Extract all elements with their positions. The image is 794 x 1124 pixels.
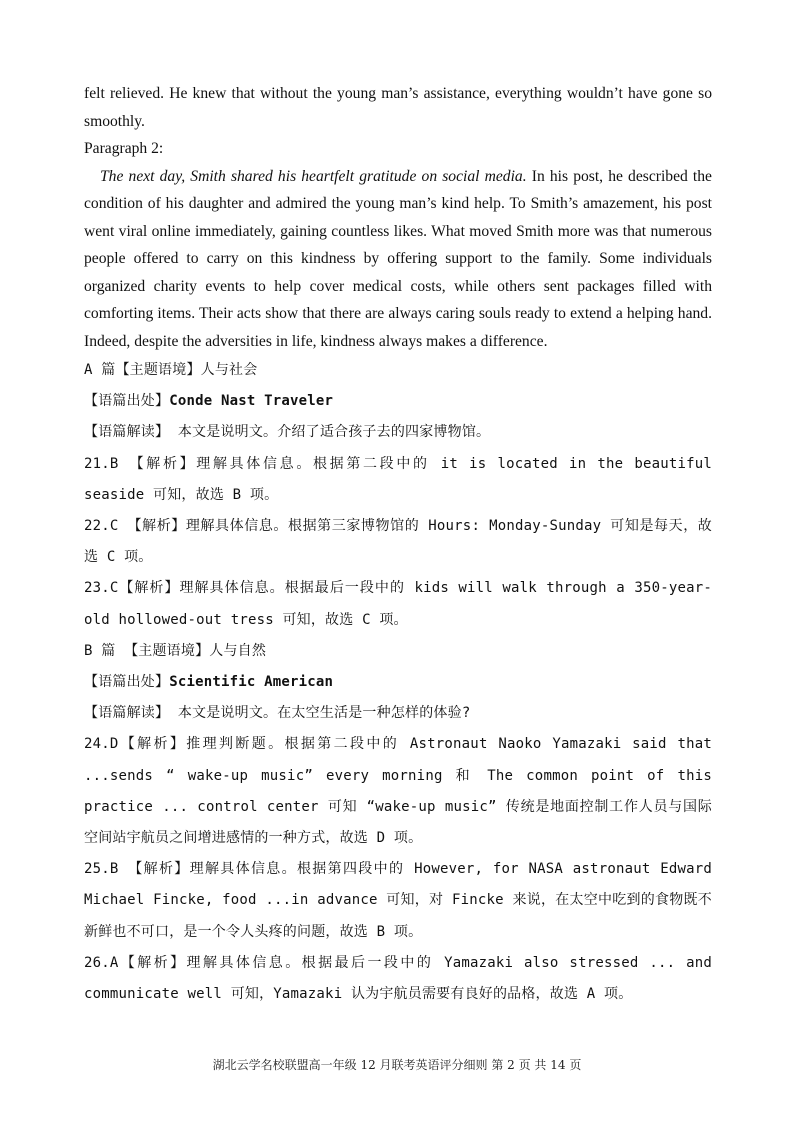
source-title: Conde Nast Traveler — [169, 393, 334, 410]
section-a-theme: A 篇【主题语境】人与社会 — [84, 362, 258, 378]
section-a-reading: 【语篇解读】 本文是说明文。介绍了适合孩子去的四家博物馆。 — [84, 424, 491, 441]
page-footer: 湖北云学名校联盟高一年级 12 月联考英语评分细则 第 2 页 共 14 页 — [212, 1058, 582, 1072]
paragraph2-label: Paragraph 2: — [84, 140, 164, 157]
document-page — [84, 80, 712, 1010]
section-b-source — [84, 667, 712, 698]
answer-24: 24.D【解析】推理判断题。根据第二段中的 Astronaut Naoko Yamazaki said that ...sends “ wake-up music” every morning 和 The common point of this practice ... control center 可知 “wake-up music” 传统是地面控制工作人员与国际空间站宇航员之间增进感情的一种方式，故选 D 项。 — [84, 736, 712, 847]
section-b-theme: B 篇 【主题语境】人与自然 — [84, 642, 267, 659]
answer-22: 22.C 【解析】理解具体信息。根据第三家博物馆的 Hours: Monday-Sunday 可知是每天，故选 C 项。 — [84, 518, 712, 566]
source-label: 【语篇出处】 — [84, 674, 170, 691]
paragraph2-text — [84, 163, 712, 356]
answer-21: 21.B 【解析】理解具体信息。根据第二段中的 it is located in the beautiful seaside 可知，故选 B 项。 — [84, 455, 712, 503]
paragraph2-body: In his post, he described the condition of his daughter and admired the young man’s kind help. To Smith’s amazement, his post went viral online immediately, gaining countless likes. What moved Smith more was that numerous people offered to carry on this kindness by offering support to the family. Some individuals organized charity events to help cover medical costs, while others sent packages filled with comforting items. Their acts show that there are always caring souls ready to extend a helping hand. Indeed, despite the adversities in life, kindness always makes a difference. — [84, 167, 712, 350]
paragraph2-first-sentence: The next day, Smith shared his heartfelt gratitude on social media. — [100, 167, 527, 185]
answer-25: 25.B 【解析】理解具体信息。根据第四段中的 However, for NASA astronaut Edward Michael Fincke, food ...in advance 可知，对 Fincke 来说，在太空中吃到的食物既不新鲜也不可口，是一个令人头疼的问题，故选 B 项。 — [84, 861, 712, 940]
answer-23: 23.C【解析】理解具体信息。根据最后一段中的 kids will walk through a 350-year-old hollowed-out tress 可知，故选 C 项。 — [84, 580, 712, 628]
source-title: Scientific American — [169, 674, 334, 691]
answer-26: 26.A【解析】理解具体信息。根据最后一段中的 Yamazaki also stressed ... and communicate well 可知，Yamazaki 认为宇航员需要有良好的品格，故选 A 项。 — [84, 954, 712, 1003]
section-a-source — [84, 386, 712, 417]
section-b-reading: 【语篇解读】 本文是说明文。在太空生活是一种怎样的体验? — [84, 705, 471, 722]
paragraph1-ending: felt relieved. He knew that without the young man’s assistance, everything wouldn’t have gone so smoothly. — [84, 85, 712, 130]
source-label: 【语篇出处】 — [84, 393, 170, 410]
